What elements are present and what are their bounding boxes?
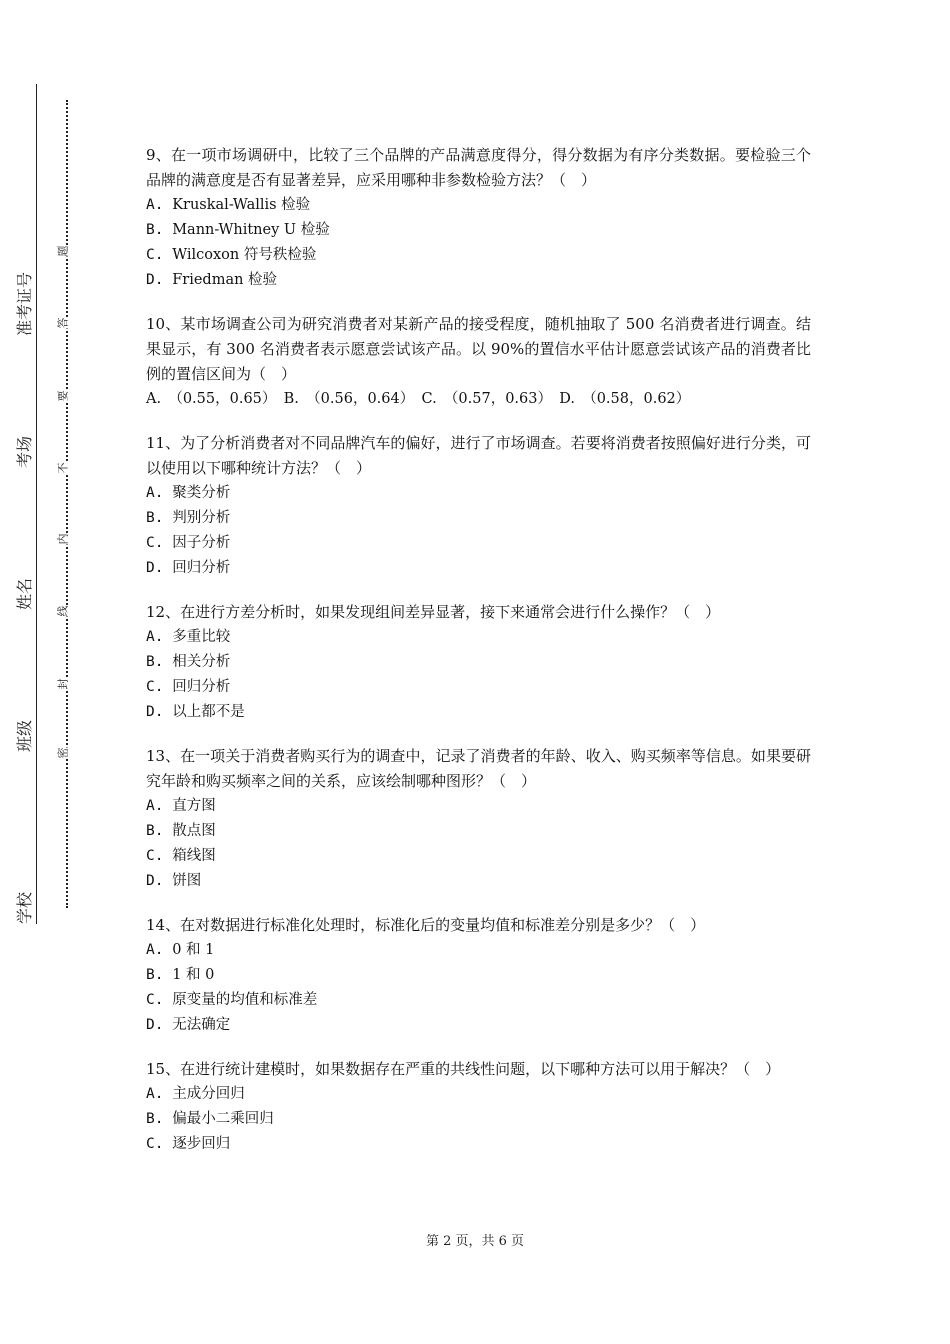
field-ticket-number-label: 准考证号: [15, 271, 34, 336]
inline-options: A. （0.55，0.65） B. （0.56，0.64） C. （0.57，0.63） D. （0.58，0.62）: [146, 391, 691, 407]
question-stem: 12、在进行方差分析时，如果发现组间差异显著，接下来通常会进行什么操作？（ ）: [146, 603, 721, 621]
option-b: B. 散点图: [146, 823, 216, 839]
option-a: A. 多重比较: [146, 629, 231, 645]
seal-char: 要: [56, 390, 70, 402]
question-10: [146, 312, 811, 412]
question-14: [146, 913, 811, 1038]
binding-margin: [0, 0, 110, 1344]
seal-char: 答: [56, 317, 70, 329]
option-d: D. 无法确定: [146, 1017, 231, 1033]
question-list: [146, 143, 811, 1176]
option-a: A. 直方图: [146, 798, 216, 814]
seal-char: 密: [56, 747, 70, 759]
seal-char: 线: [56, 605, 70, 617]
question-stem: 9、在一项市场调研中，比较了三个品牌的产品满意度得分，得分数据为有序分类数据。要检验三个品牌的满意度是否有显著差异，应采用哪种非参数检验方法？（ ）: [146, 146, 811, 189]
option-a: A. 0 和 1: [146, 942, 215, 958]
option-a: A. 主成分回归: [146, 1086, 245, 1102]
question-stem: 15、在进行统计建模时，如果数据存在严重的共线性问题，以下哪种方法可以用于解决？（ ）: [146, 1060, 781, 1078]
option-d: D. 以上都不是: [146, 704, 245, 720]
option-c: C. 箱线图: [146, 848, 216, 864]
option-a: A. Kruskal-Wallis 检验: [146, 197, 311, 213]
seal-char: 封: [56, 678, 70, 690]
option-a: A. 聚类分析: [146, 485, 231, 501]
field-name-label: 姓名: [14, 564, 36, 612]
question-12: [146, 600, 811, 725]
question-15: [146, 1057, 811, 1157]
question-stem: 14、在对数据进行标准化处理时，标准化后的变量均值和标准差分别是多少？（ ）: [146, 916, 706, 934]
binding-solid-line: [36, 84, 37, 924]
question-stem: 13、在一项关于消费者购买行为的调查中，记录了消费者的年龄、收入、购买频率等信息。如果要研究年龄和购买频率之间的关系，应该绘制哪种图形？（ ）: [146, 747, 811, 790]
page-footer: 第 2 页，共 6 页: [425, 1234, 525, 1249]
option-b: B. 1 和 0: [146, 967, 215, 983]
question-13: [146, 744, 811, 894]
seal-char: 内: [56, 533, 70, 545]
option-d: D. 饼图: [146, 873, 202, 889]
option-c: C. 回归分析: [146, 679, 231, 695]
field-school-label: 学校: [14, 878, 36, 926]
option-c: C. Wilcoxon 符号秩检验: [146, 247, 317, 263]
question-11: [146, 431, 811, 581]
seal-char: 题: [56, 245, 70, 257]
field-class-label: 班级: [14, 706, 36, 754]
binding-dotted-line: [66, 100, 68, 908]
option-c: C. 原变量的均值和标准差: [146, 992, 318, 1008]
question-9: [146, 143, 811, 293]
question-stem: 11、为了分析消费者对不同品牌汽车的偏好，进行了市场调查。若要将消费者按照偏好进行分类，可以使用以下哪种统计方法？（ ）: [146, 434, 811, 477]
option-b: B. 判别分析: [146, 510, 231, 526]
seal-char: 不: [56, 462, 70, 474]
question-stem: 10、某市场调查公司为研究消费者对某新产品的接受程度，随机抽取了 500 名消费者进行调查。结果显示，有 300 名消费者表示愿意尝试该产品。以 90%的置信水平估计愿意尝试该产品的消费者比例的置信区间为（ ）: [146, 315, 811, 383]
field-exam-room-label: 考场: [14, 422, 36, 470]
option-b: B. Mann-Whitney U 检验: [146, 222, 330, 238]
option-d: D. 回归分析: [146, 560, 231, 576]
option-b: B. 偏最小二乘回归: [146, 1111, 274, 1127]
option-d: D. Friedman 检验: [146, 272, 278, 288]
option-c: C. 逐步回归: [146, 1136, 231, 1152]
option-b: B. 相关分析: [146, 654, 231, 670]
option-c: C. 因子分析: [146, 535, 231, 551]
